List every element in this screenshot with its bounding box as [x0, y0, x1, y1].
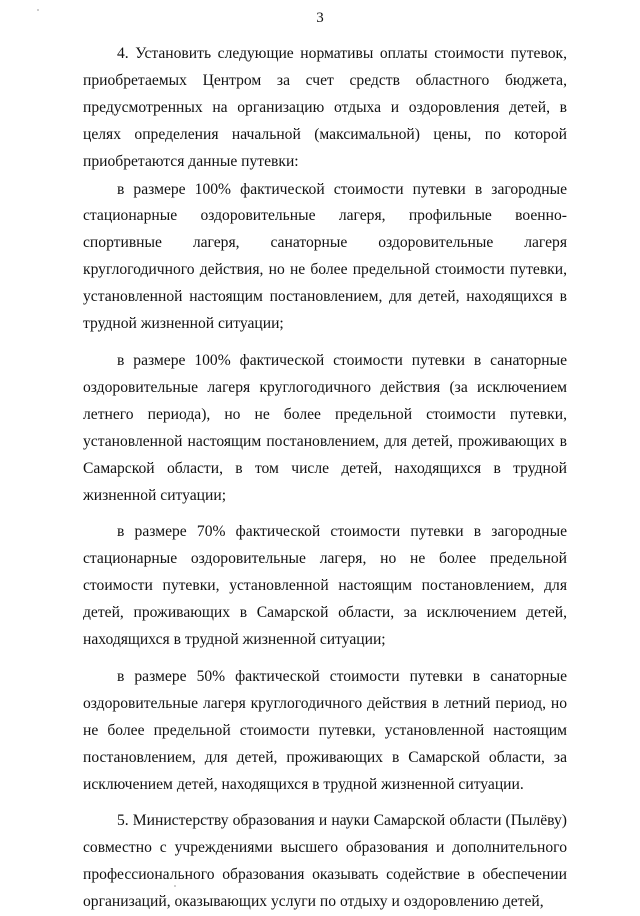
- paragraph-tariff-70-country-camps: в размере 70% фактической стоимости путевки в загородные стационарные оздоровительные лагеря, но не более предельной стоимости путевки, установленной настоящим постановлением, для детей, проживающих в Самарской области, за исключением детей, находящихся в трудной жизненной ситуации;: [83, 523, 567, 649]
- paragraph-item-5: 5. Министерству образования и науки Самарской области (Пылёву) совместно с учреждениями высшего образования и дополнительного профессионального образования оказывать содействие в обеспечении организаций, оказывающих услуги по отдыху и оздоровлению детей,: [83, 812, 567, 911]
- scan-speck: [37, 9, 39, 11]
- paragraph-tariff-100-country-camps: в размере 100% фактической стоимости путевки в загородные стационарные оздоровительные лагеря, профильные военно-спортивные лагеря, санаторные оздоровительные лагеря круглогодичного действия, но не более предельной стоимости путевки, установленной настоящим постановлением, для детей, находящихся в трудной жизненной ситуации;: [83, 180, 567, 333]
- document-body: [83, 41, 567, 916]
- paragraph-item-4: 4. Установить следующие нормативы оплаты стоимости путевок, приобретаемых Центром за счет средств областного бюджета, предусмотренных на организацию отдыха и оздоровления детей, в целях определения начальной (максимальной) цены, по которой приобретаются данные путевки:: [83, 45, 567, 170]
- paragraph-tariff-100-sanatorium: в размере 100% фактической стоимости путевки в санаторные оздоровительные лагеря круглогодичного действия (за исключением летнего периода), но не более предельной стоимости путевки, установленной настоящим постановлением, для детей, проживающих в Самарской области, в том числе детей, находящихся в трудной жизненной ситуации;: [83, 351, 567, 504]
- paragraph-tariff-50-sanatorium: в размере 50% фактической стоимости путевки в санаторные оздоровительные лагеря круглогодичного действия в летний период, но не более предельной стоимости путевки, установленной настоящим постановлением, для детей, проживающих в Самарской области, за исключением детей, находящихся в трудной жизненной ситуации.: [83, 667, 567, 793]
- page-number: 3: [316, 10, 324, 26]
- scan-speck: [174, 885, 176, 887]
